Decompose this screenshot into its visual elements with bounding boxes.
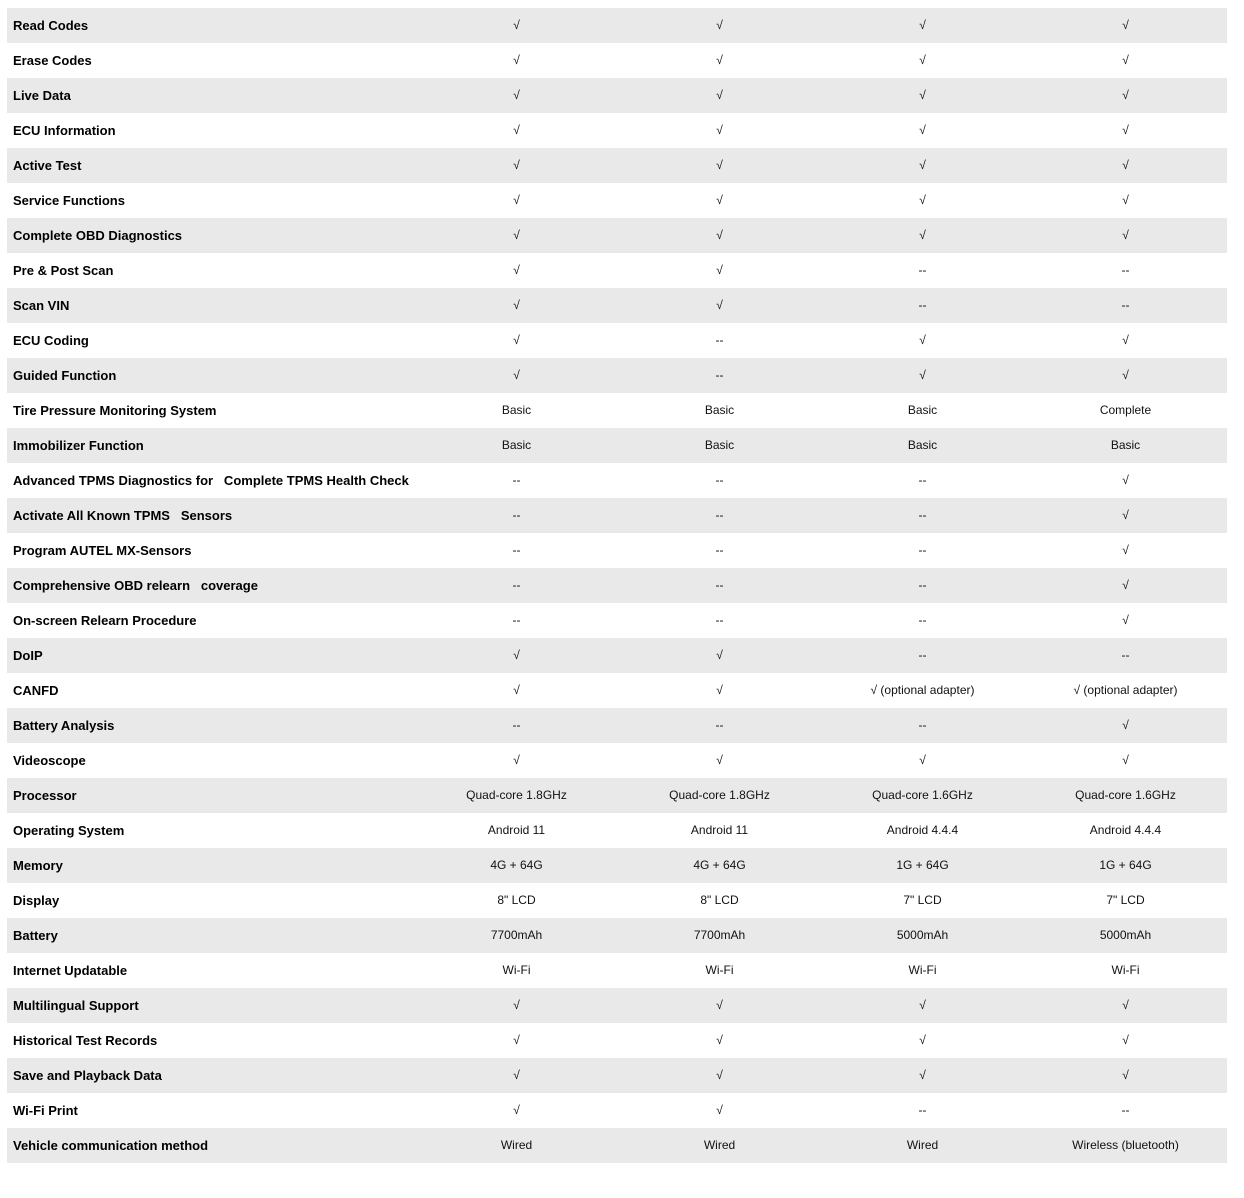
feature-value: -- xyxy=(918,263,927,277)
feature-label: Scan VIN xyxy=(7,288,415,323)
feature-value: √ xyxy=(513,1033,520,1047)
feature-value: Basic xyxy=(415,428,618,463)
feature-value: Basic xyxy=(821,428,1024,463)
feature-value: √ xyxy=(513,1103,520,1117)
table-row xyxy=(7,603,1227,638)
feature-value: √ xyxy=(1122,123,1129,137)
feature-value: √ xyxy=(716,263,723,277)
feature-label: Advanced TPMS Diagnostics for Complete TPMS Health Check xyxy=(13,473,409,488)
feature-value: √ xyxy=(821,148,1024,183)
feature-value: √ xyxy=(513,193,520,207)
table-row xyxy=(7,8,1227,43)
feature-value: Wireless (bluetooth) xyxy=(1024,1128,1227,1163)
feature-value: √ xyxy=(618,1058,821,1093)
feature-value: -- xyxy=(918,543,927,557)
feature-value: -- xyxy=(618,708,821,743)
feature-value: √ xyxy=(1122,753,1129,767)
feature-value: √ xyxy=(618,78,821,113)
feature-value: √ xyxy=(1024,78,1227,113)
feature-value: √ xyxy=(618,638,821,673)
feature-value: Quad-core 1.8GHz xyxy=(415,778,618,813)
feature-value: √ xyxy=(821,358,1024,393)
feature-label: Read Codes xyxy=(7,8,415,43)
feature-label: Pre & Post Scan xyxy=(13,263,114,278)
feature-value: 4G + 64G xyxy=(618,848,821,883)
feature-value: 1G + 64G xyxy=(1024,848,1227,883)
feature-value: √ xyxy=(821,1058,1024,1093)
feature-value: √ xyxy=(415,638,618,673)
table-row xyxy=(7,1093,1227,1128)
feature-value: √ xyxy=(919,753,926,767)
feature-value: Basic xyxy=(1024,428,1227,463)
feature-label: Complete OBD Diagnostics xyxy=(7,218,415,253)
table-row xyxy=(7,43,1227,78)
feature-value: √ xyxy=(919,123,926,137)
feature-value: √ xyxy=(716,753,723,767)
feature-value: √ xyxy=(821,8,1024,43)
feature-value: -- xyxy=(918,613,927,627)
table-row xyxy=(7,778,1227,813)
feature-value: √ xyxy=(1024,1058,1227,1093)
table-row xyxy=(7,638,1227,673)
feature-value: 7" LCD xyxy=(1106,893,1145,907)
feature-label: Erase Codes xyxy=(13,53,92,68)
feature-label: Processor xyxy=(7,778,415,813)
feature-value: -- xyxy=(1024,638,1227,673)
table-row xyxy=(7,183,1227,218)
feature-value: Basic xyxy=(704,403,735,417)
feature-value: √ xyxy=(1024,358,1227,393)
feature-label: Tire Pressure Monitoring System xyxy=(13,403,217,418)
feature-value: Wired xyxy=(821,1128,1024,1163)
feature-value: √ xyxy=(513,123,520,137)
feature-value: -- xyxy=(618,568,821,603)
feature-value: √ xyxy=(415,218,618,253)
feature-label: Live Data xyxy=(7,78,415,113)
feature-label: CANFD xyxy=(13,683,59,698)
feature-label: Memory xyxy=(7,848,415,883)
feature-value: 7" LCD xyxy=(903,893,942,907)
table-row xyxy=(7,988,1227,1023)
feature-value: 5000mAh xyxy=(1024,918,1227,953)
feature-label: Videoscope xyxy=(13,753,86,768)
feature-value: √ xyxy=(1024,708,1227,743)
feature-value: 5000mAh xyxy=(821,918,1024,953)
table-row xyxy=(7,743,1227,778)
feature-value: √ xyxy=(919,1033,926,1047)
feature-value: -- xyxy=(415,568,618,603)
feature-value: √ xyxy=(716,683,723,697)
feature-value: -- xyxy=(1024,288,1227,323)
table-row xyxy=(7,253,1227,288)
feature-value: 4G + 64G xyxy=(415,848,618,883)
feature-label: Display xyxy=(13,893,60,908)
feature-value: Quad-core 1.6GHz xyxy=(1024,778,1227,813)
feature-value: √ xyxy=(415,1058,618,1093)
feature-value: √ xyxy=(618,988,821,1023)
table-row xyxy=(7,1058,1227,1093)
feature-value: Wi-Fi xyxy=(1111,963,1140,977)
comparison-table-container xyxy=(7,8,1227,1163)
feature-value: -- xyxy=(618,358,821,393)
feature-value: -- xyxy=(512,543,521,557)
feature-value: √ xyxy=(1024,218,1227,253)
feature-value: -- xyxy=(715,333,724,347)
feature-label: Service Functions xyxy=(13,193,125,208)
feature-value: √ xyxy=(1122,333,1129,347)
feature-value: √ xyxy=(1122,193,1129,207)
table-row xyxy=(7,78,1227,113)
feature-value: Wi-Fi xyxy=(502,963,531,977)
feature-value: √ xyxy=(1122,473,1129,487)
table-row xyxy=(7,393,1227,428)
feature-label: Comprehensive OBD relearn coverage xyxy=(7,568,415,603)
feature-value: √ xyxy=(1122,543,1129,557)
feature-value: √ xyxy=(821,988,1024,1023)
feature-value: √ (optional adapter) xyxy=(870,683,975,697)
feature-value: -- xyxy=(821,288,1024,323)
feature-label: Active Test xyxy=(7,148,415,183)
feature-value: 7700mAh xyxy=(415,918,618,953)
feature-label: Operating System xyxy=(13,823,125,838)
feature-value: Wi-Fi xyxy=(908,963,937,977)
table-row xyxy=(7,848,1227,883)
table-row xyxy=(7,953,1227,988)
feature-value: √ xyxy=(919,53,926,67)
feature-value: -- xyxy=(821,708,1024,743)
table-row xyxy=(7,918,1227,953)
feature-value: √ xyxy=(1024,988,1227,1023)
feature-value: Complete xyxy=(1099,403,1152,417)
feature-label: Activate All Known TPMS Sensors xyxy=(7,498,415,533)
feature-value: √ xyxy=(1024,148,1227,183)
feature-value: Wired xyxy=(618,1128,821,1163)
feature-value: √ xyxy=(716,193,723,207)
feature-value: √ xyxy=(415,78,618,113)
feature-value: √ xyxy=(1024,8,1227,43)
feature-value: √ xyxy=(618,218,821,253)
feature-value: √ xyxy=(919,333,926,347)
feature-value: √ xyxy=(415,358,618,393)
feature-value: -- xyxy=(1121,263,1130,277)
feature-value: 1G + 64G xyxy=(821,848,1024,883)
feature-value: √ xyxy=(618,288,821,323)
feature-value: √ xyxy=(618,8,821,43)
feature-value: Wired xyxy=(415,1128,618,1163)
feature-value: 8" LCD xyxy=(700,893,739,907)
feature-value: Android 4.4.4 xyxy=(886,823,959,837)
feature-value: -- xyxy=(715,473,724,487)
feature-value: √ xyxy=(415,988,618,1023)
table-row xyxy=(7,148,1227,183)
feature-value: -- xyxy=(918,1103,927,1117)
feature-label: Multilingual Support xyxy=(7,988,415,1023)
feature-value: -- xyxy=(512,613,521,627)
table-row xyxy=(7,1023,1227,1058)
feature-value: √ xyxy=(618,148,821,183)
feature-value: √ xyxy=(821,78,1024,113)
feature-value: -- xyxy=(821,638,1024,673)
feature-value: √ xyxy=(415,8,618,43)
feature-value: √ xyxy=(716,123,723,137)
feature-label: DoIP xyxy=(7,638,415,673)
feature-value: Basic xyxy=(501,403,532,417)
feature-label: Save and Playback Data xyxy=(7,1058,415,1093)
feature-value: -- xyxy=(715,543,724,557)
feature-label: Guided Function xyxy=(7,358,415,393)
feature-value: -- xyxy=(918,473,927,487)
feature-value: -- xyxy=(618,498,821,533)
feature-value: Quad-core 1.6GHz xyxy=(821,778,1024,813)
feature-value: √ xyxy=(1024,498,1227,533)
feature-value: √ xyxy=(716,1103,723,1117)
feature-value: √ xyxy=(415,148,618,183)
feature-value: Quad-core 1.8GHz xyxy=(618,778,821,813)
table-row xyxy=(7,673,1227,708)
feature-value: -- xyxy=(821,568,1024,603)
feature-value: Basic xyxy=(618,428,821,463)
feature-label: ECU Coding xyxy=(13,333,89,348)
feature-value: Basic xyxy=(907,403,938,417)
feature-label: Battery xyxy=(7,918,415,953)
feature-value: -- xyxy=(512,473,521,487)
feature-value: √ xyxy=(821,218,1024,253)
feature-value: 7700mAh xyxy=(618,918,821,953)
feature-value: -- xyxy=(415,498,618,533)
table-row xyxy=(7,358,1227,393)
feature-value: √ (optional adapter) xyxy=(1073,683,1178,697)
feature-value: 8" LCD xyxy=(497,893,536,907)
feature-value: √ xyxy=(1122,53,1129,67)
table-row xyxy=(7,883,1227,918)
feature-label: On-screen Relearn Procedure xyxy=(13,613,197,628)
feature-value: √ xyxy=(919,193,926,207)
feature-label: Battery Analysis xyxy=(7,708,415,743)
feature-label: Historical Test Records xyxy=(13,1033,158,1048)
feature-label: ECU Information xyxy=(13,123,116,138)
table-body xyxy=(7,8,1227,1163)
table-row xyxy=(7,463,1227,498)
feature-value: √ xyxy=(513,53,520,67)
feature-value: √ xyxy=(1024,568,1227,603)
feature-value: √ xyxy=(716,1033,723,1047)
table-row xyxy=(7,428,1227,463)
feature-value: -- xyxy=(821,498,1024,533)
feature-value: √ xyxy=(716,53,723,67)
feature-value: Android 4.4.4 xyxy=(1089,823,1162,837)
feature-value: Android 11 xyxy=(487,823,546,837)
table-row xyxy=(7,708,1227,743)
table-row xyxy=(7,323,1227,358)
feature-value: Wi-Fi xyxy=(705,963,734,977)
feature-label: Immobilizer Function xyxy=(7,428,415,463)
table-row xyxy=(7,218,1227,253)
feature-label: Program AUTEL MX-Sensors xyxy=(13,543,192,558)
table-row xyxy=(7,113,1227,148)
feature-value: √ xyxy=(513,333,520,347)
feature-label: Wi-Fi Print xyxy=(13,1103,78,1118)
feature-comparison-table xyxy=(7,8,1227,1163)
feature-label: Internet Updatable xyxy=(13,963,128,978)
table-row xyxy=(7,533,1227,568)
table-row xyxy=(7,498,1227,533)
table-row xyxy=(7,568,1227,603)
feature-value: Android 11 xyxy=(690,823,749,837)
feature-value: -- xyxy=(715,613,724,627)
feature-value: √ xyxy=(1122,613,1129,627)
table-row xyxy=(7,813,1227,848)
feature-value: √ xyxy=(1122,1033,1129,1047)
feature-value: -- xyxy=(1121,1103,1130,1117)
feature-value: √ xyxy=(415,288,618,323)
feature-label: Vehicle communication method xyxy=(7,1128,415,1163)
feature-value: -- xyxy=(415,708,618,743)
table-row xyxy=(7,1128,1227,1163)
feature-value: √ xyxy=(513,753,520,767)
feature-value: √ xyxy=(513,683,520,697)
table-row xyxy=(7,288,1227,323)
feature-value: √ xyxy=(513,263,520,277)
